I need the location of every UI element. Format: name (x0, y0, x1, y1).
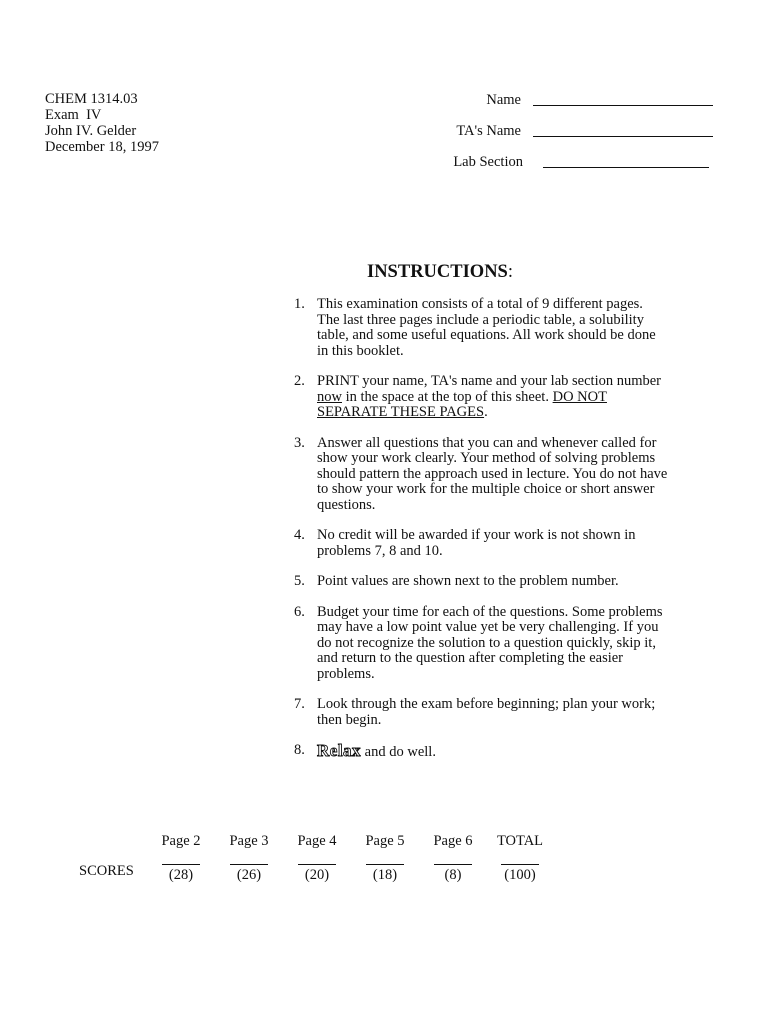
name-label: Name (486, 92, 521, 108)
instructions-title (0, 262, 770, 283)
scores-label: SCORES (79, 863, 134, 879)
relax-outlined-text: Relax (317, 741, 362, 760)
instructor-name: John IV. Gelder (45, 123, 137, 139)
instruction-number: 3. (294, 434, 305, 451)
score-column-page-5 (355, 833, 415, 884)
instruction-text-part: . (484, 404, 488, 420)
score-column-header: TOTAL (496, 833, 544, 849)
exam-name: Exam IV (45, 107, 102, 123)
instruction-text: No credit will be awarded if your work is not shown in problems 7, 8 and 10. (317, 527, 636, 559)
instructions-title-text: INSTRUCTIONS (367, 262, 508, 282)
score-column-page-3 (219, 833, 279, 884)
score-column-page-2 (151, 833, 211, 884)
score-column-header: Page 2 (161, 833, 201, 849)
exam-date: December 18, 1997 (45, 139, 159, 155)
score-max-points: (18) (372, 867, 398, 883)
instruction-text (317, 743, 668, 761)
instruction-text-part: and do well. (361, 744, 436, 760)
instruction-text: Point values are shown next to the problem number. (317, 573, 619, 589)
instruction-number: 6. (294, 603, 305, 620)
score-entry-field[interactable] (434, 864, 472, 865)
score-entry-field[interactable] (298, 864, 336, 865)
instruction-item (288, 297, 668, 359)
instruction-text: Budget your time for each of the questions. Some problems may have a low point value yet be very challenging. If you do not recognize the solution to a question quickly, skip it, and return to the question after completing the easier problems. (317, 603, 663, 682)
instruction-emphasis-now: now (317, 388, 342, 405)
ta-name-field[interactable] (533, 136, 713, 137)
course-code: CHEM 1314.03 (45, 91, 138, 107)
instruction-item (288, 743, 668, 761)
instruction-number: 8. (294, 742, 305, 758)
score-entry-field[interactable] (162, 864, 200, 865)
score-column-page-6 (423, 833, 483, 884)
instruction-item (288, 436, 668, 514)
score-max-points: (28) (168, 867, 194, 883)
instruction-item (288, 374, 668, 421)
score-max-points: (100) (504, 867, 536, 883)
instruction-number: 4. (294, 527, 305, 543)
score-column-header: Page 6 (433, 833, 473, 849)
instruction-number: 1. (294, 296, 305, 312)
instruction-text (317, 374, 668, 421)
instructions-list (288, 297, 668, 776)
instruction-number: 5. (294, 573, 305, 589)
instruction-item (288, 697, 668, 728)
score-entry-field[interactable] (230, 864, 268, 865)
instruction-text-part: PRINT your name, TA's name and your lab section number (317, 373, 662, 389)
score-column-header: Page 3 (229, 833, 269, 849)
instruction-item (288, 574, 668, 590)
score-column-page-4 (287, 833, 347, 884)
score-column-header: Page 5 (365, 833, 405, 849)
instruction-text: This examination consists of a total of 9 different pages. The last three pages include a periodic table, a solubility table, and some useful equations. All work should be done in this booklet. (317, 296, 656, 359)
instruction-number: 2. (294, 373, 305, 389)
instruction-text: Answer all questions that you can and whenever called for show your work clearly. Your method of solving problems should pattern the approach used in lecture. You do not have to show your work for the multiple choice or short answer questions. (317, 434, 668, 513)
instruction-item (288, 605, 668, 683)
instructions-title-colon: : (507, 262, 513, 282)
ta-name-label: TA's Name (456, 123, 521, 139)
score-max-points: (8) (444, 867, 462, 883)
score-max-points: (26) (236, 867, 262, 883)
lab-section-label: Lab Section (453, 154, 523, 170)
instruction-text: Look through the exam before beginning; plan your work; then begin. (317, 696, 656, 728)
instruction-number: 7. (294, 696, 305, 712)
instruction-warning: DO NOT SEPARATE THESE PAGES (317, 388, 607, 420)
score-entry-field[interactable] (501, 864, 539, 865)
lab-section-field[interactable] (543, 167, 709, 168)
score-column-header: Page 4 (297, 833, 337, 849)
instruction-item (288, 528, 668, 559)
score-column-total (490, 833, 550, 884)
course-info (45, 91, 159, 155)
instruction-text-part: in the space at the top of this sheet. (341, 388, 553, 405)
score-max-points: (20) (304, 867, 330, 883)
score-entry-field[interactable] (366, 864, 404, 865)
name-field[interactable] (533, 105, 713, 106)
